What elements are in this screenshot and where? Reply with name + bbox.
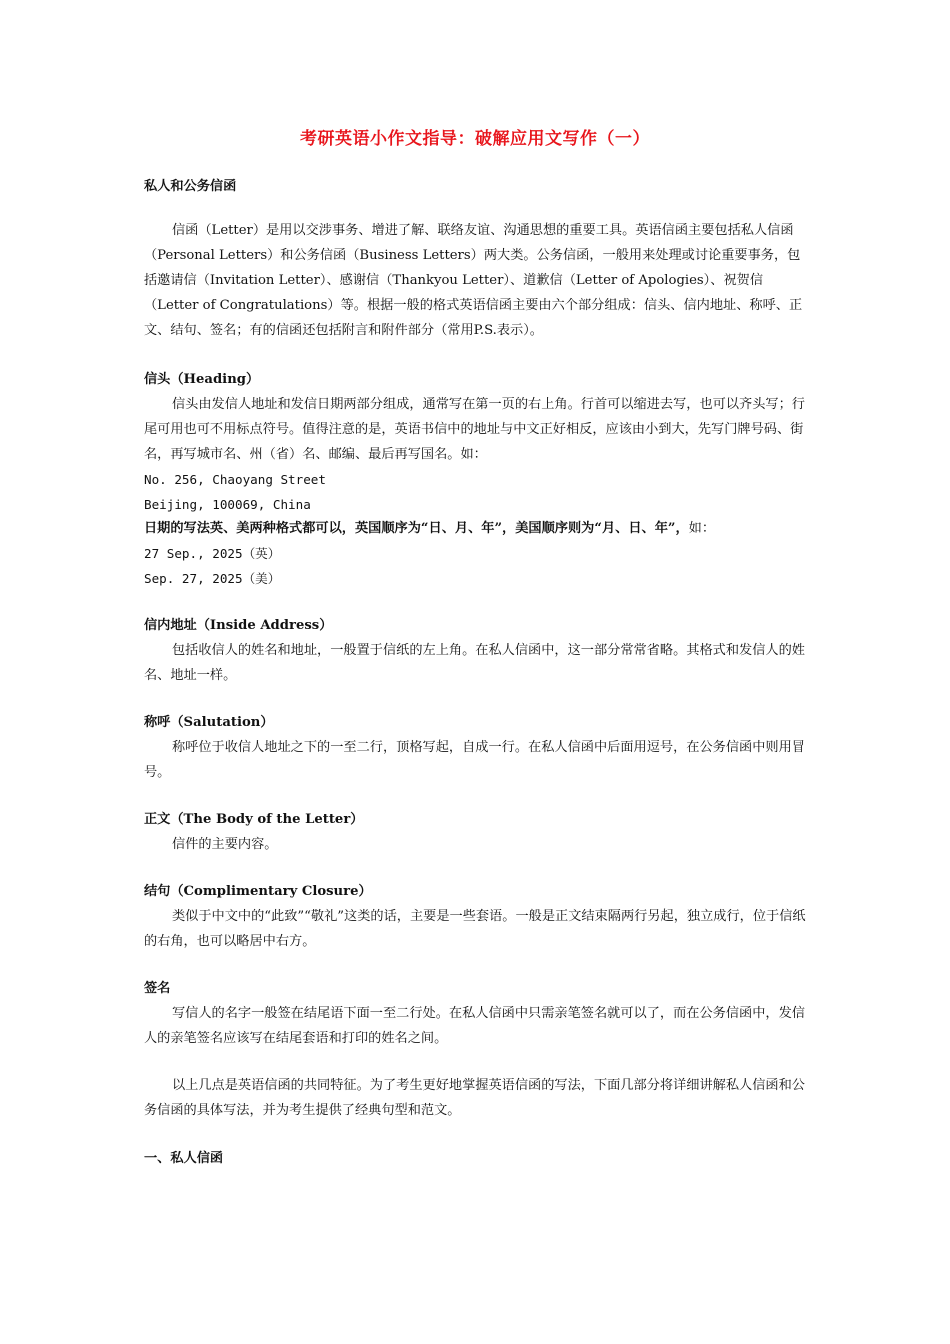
salutation-title: 称呼（Salutation）: [144, 715, 274, 730]
inside-address-body: 包括收信人的姓名和地址，一般置于信纸的左上角。在私人信函中，这一部分常常省略。其格式和发信人的姓名、地址一样。: [144, 643, 805, 683]
intro-paragraph: 信函（Letter）是用以交涉事务、增进了解、联络友谊、沟通思想的重要工具。英语信函主要包括私人信函（Personal Letters）和公务信函（Business Letters）两大类。公务信函，一般用来处理或讨论重要事务，包括邀请信（Invitation Letter）、感谢信（Thankyou Letter）、道歉信（Letter of Apologies）、祝贺信（Letter of Congratulations）等。根据一般的格式英语信函主要由六个部分组成：信头、信内地址、称呼、正文、结句、签名；有的信函还包括附言和附件部分（常用P.S.表示）。: [144, 223, 803, 338]
inside-address-title: 信内地址（Inside Address）: [144, 618, 333, 633]
closure-body: 类似于中文中的“此致”“敬礼”这类的话，主要是一些套语。一般是正文结束隔两行另起，独立成行，位于信纸的右角，也可以略居中右方。: [144, 909, 806, 949]
letter-body-text: 信件的主要内容。: [172, 837, 278, 852]
heading-part-title: 信头（Heading）: [144, 372, 260, 387]
date-example-uk: 27 Sep., 2025（英）: [144, 546, 281, 561]
document-title: 考研英语小作文指导：破解应用文写作（一）: [300, 129, 650, 149]
letter-body-title: 正文（The Body of the Letter）: [144, 812, 364, 827]
signature-title: 签名: [144, 981, 171, 996]
date-format-note-tail: 如：: [688, 521, 716, 536]
summary-paragraph: 以上几点是英语信函的共同特征。为了考生更好地掌握英语信函的写法，下面几部分将详细讲解私人信函和公务信函的具体写法，并为考生提供了经典句型和范文。: [144, 1078, 805, 1118]
closure-title: 结句（Complimentary Closure）: [144, 884, 372, 899]
section-heading-letters: 私人和公务信函: [144, 179, 237, 194]
date-example-us: Sep. 27, 2025（美）: [144, 571, 281, 586]
date-format-note-bold: 日期的写法英、美两种格式都可以，英国顺序为“日、月、年”，美国顺序则为“月、日、年”，: [144, 521, 689, 536]
address-line-2: Beijing, 100069, China: [144, 497, 311, 512]
address-line-1: No. 256, Chaoyang Street: [144, 472, 326, 487]
heading-part-body: 信头由发信人地址和发信日期两部分组成，通常写在第一页的右上角。行首可以缩进去写，也可以齐头写；行尾可用也可不用标点符号。值得注意的是，英语书信中的地址与中文正好相反，应该由小到大，先写门牌号码、街名，再写城市名、州（省）名、邮编、最后再写国名。如：: [144, 397, 805, 462]
salutation-body: 称呼位于收信人地址之下的一至二行，顶格写起，自成一行。在私人信函中后面用逗号，在公务信函中则用冒号。: [144, 740, 805, 780]
date-format-note: [144, 516, 812, 541]
signature-body: 写信人的名字一般签在结尾语下面一至二行处。在私人信函中只需亲笔签名就可以了，而在公务信函中，发信人的亲笔签名应该写在结尾套语和打印的姓名之间。: [144, 1006, 805, 1046]
next-section-heading: 一、私人信函: [144, 1151, 224, 1166]
